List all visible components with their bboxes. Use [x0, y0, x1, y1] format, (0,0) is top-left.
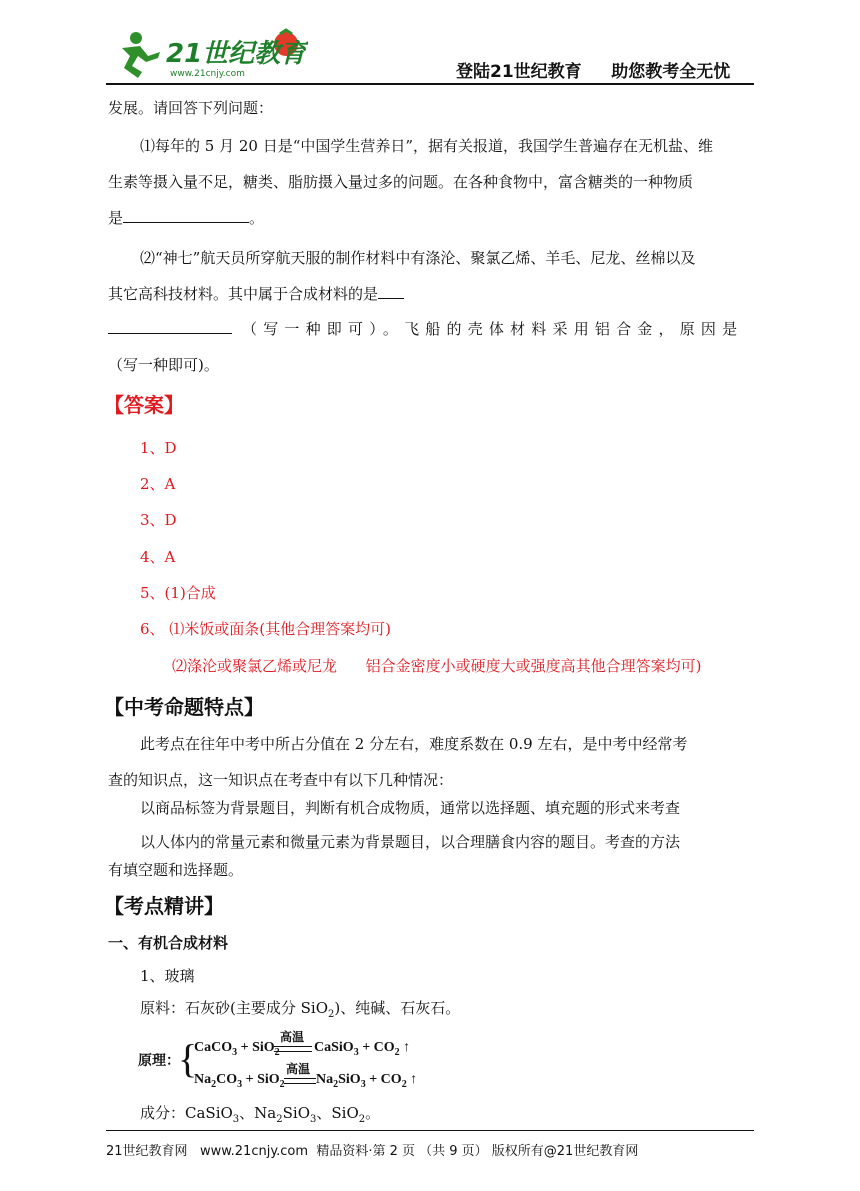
question-1-suffix: 。: [249, 209, 265, 227]
answer-blank-2b[interactable]: [108, 318, 232, 334]
condition-1: 高温: [280, 1030, 305, 1044]
logo-url: www.21cnjy.com: [170, 69, 245, 79]
answer-blank-1[interactable]: [123, 207, 249, 223]
question-1-line2: 生素等摄入量不足，糖类、脂肪摄入量过多的问题。在各种食物中，富含糖类的一种物质: [108, 173, 694, 191]
principle-label: 原理：: [138, 1054, 180, 1069]
question-2-line3: [108, 318, 743, 339]
reaction-2-right: $Na_2SiO_3 + CO_2$ ↑: [316, 1072, 418, 1090]
question-1-line3: [108, 207, 264, 228]
question-1-prefix: 是: [108, 209, 124, 227]
features-heading: 【中考命题特点】: [104, 695, 264, 719]
reaction-1-right: CaSiO$_3$ + $CO_2$ ↑: [314, 1040, 411, 1058]
question-2-text-3: （写一种即可）。飞船的壳体材料采用铝合金，原因是: [242, 320, 744, 338]
logo-text: 21世纪教育: [166, 39, 307, 69]
condition-2: 高温: [286, 1062, 311, 1076]
question-intro: 发展。请回答下列问题：: [108, 99, 274, 117]
features-line5: 有填空题和选择题。: [108, 861, 244, 879]
composition: 成分：CaSiO$_3$、$Na_2SiO_3$、SiO$_2$。: [140, 1104, 381, 1125]
lecture-heading: 【考点精讲】: [104, 894, 224, 918]
answer-item-4: 4、A: [140, 548, 176, 566]
answer-item-1: 1、D: [140, 439, 177, 457]
section-title: 一、有机合成材料: [108, 934, 229, 952]
answer-item-5: 5、(1)合成: [140, 584, 216, 602]
reaction-1-left: CaCO$_3$ + SiO$_2$: [194, 1040, 280, 1058]
header-slogan: 登陆21世纪教育 助您教考全无忧: [456, 62, 731, 82]
answer-blank-2a[interactable]: [378, 283, 404, 299]
answer-item-6-line2: ⑵涤沦或聚氯乙烯或尼龙 铝合金密度小或硬度大或强度高其他合理答案均可): [172, 657, 702, 675]
answer-item-6: 6、 ⑴米饭或面条(其他合理答案均可): [140, 620, 392, 638]
running-person-icon: [122, 32, 160, 78]
header-divider: [106, 83, 754, 85]
features-line3: 以商品标签为背景题目，判断有机合成物质，通常以选择题、填充题的形式来考查: [140, 799, 681, 817]
reaction-2-left: $Na_2CO_3 + SiO_2$: [194, 1072, 285, 1090]
question-2-line2: [108, 283, 404, 304]
equals-1: [274, 1046, 312, 1052]
brace: {: [178, 1036, 198, 1081]
principle-block: [134, 1032, 434, 1090]
answer-item-3: 3、D: [140, 511, 177, 529]
features-line1: 此考点在往年中考中所占分值在 2 分左右，难度系数在 0.9 左右，是中考中经常考: [140, 735, 688, 753]
equals-2: [284, 1078, 316, 1084]
raw-materials: 原料：石灰砂(主要成分 SiO$_2$)、纯碱、石灰石。: [140, 999, 461, 1020]
footer-text: 21世纪教育网 www.21cnjy.com 精品资料·第 2 页 （共 9 页） 版权所有@21世纪教育网: [106, 1144, 639, 1159]
question-2-text: 其它高科技材料。其中属于合成材料的是: [108, 285, 379, 303]
question-2-line4: （写一种即可)。: [108, 356, 219, 374]
question-1-line1: ⑴每年的 5 月 20 日是“中国学生营养日”，据有关报道，我国学生普遍存在无机盐、维: [140, 137, 714, 155]
features-line4: 以人体内的常量元素和微量元素为背景题目，以合理膳食内容的题目。考查的方法: [140, 833, 681, 851]
footer-divider: [106, 1130, 754, 1131]
question-2-line1: ⑵“神七”航天员所穿航天服的制作材料中有涤沦、聚氯乙烯、羊毛、尼龙、丝棉以及: [140, 249, 696, 267]
answer-heading: 【答案】: [104, 393, 184, 417]
logo[interactable]: [108, 26, 308, 82]
header: [0, 0, 860, 90]
features-line2: 查的知识点，这一知识点在考查中有以下几种情况：: [108, 771, 454, 789]
sub-title: 1、玻璃: [140, 967, 195, 985]
answer-item-2: 2、A: [140, 475, 176, 493]
